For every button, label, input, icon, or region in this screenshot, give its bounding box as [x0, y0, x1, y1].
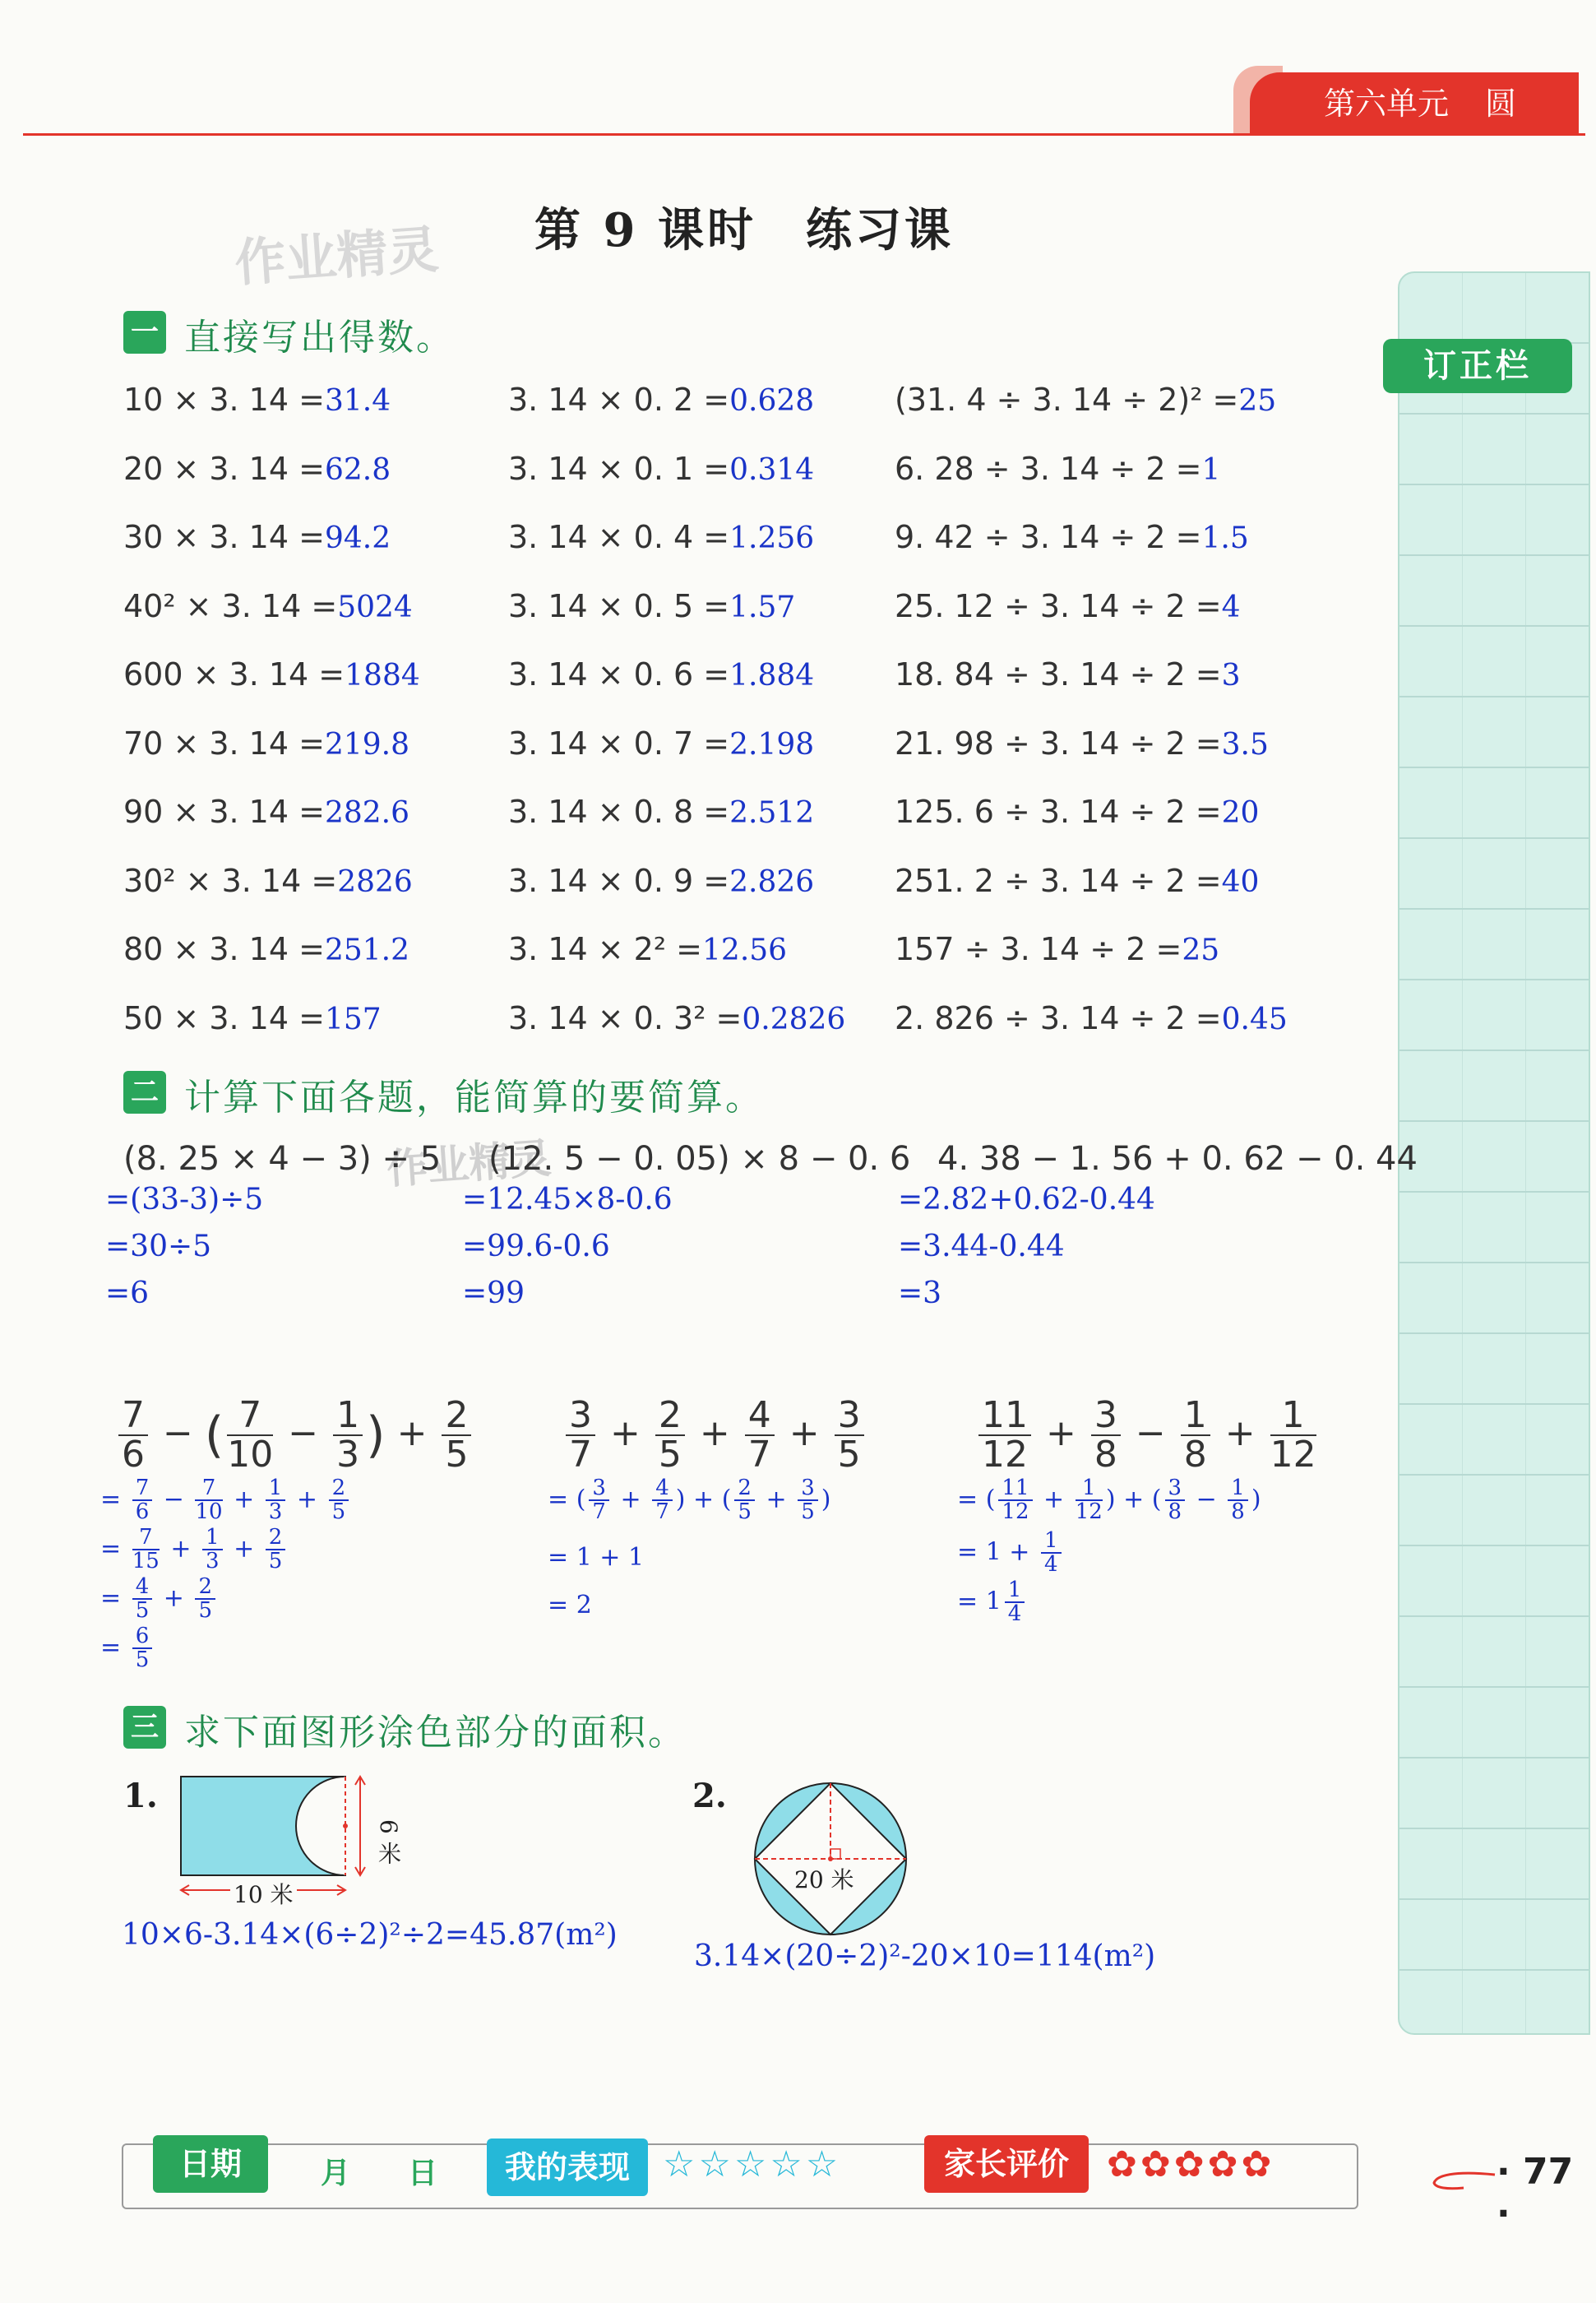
exercise-question: 3. 14 × 0. 2 =	[508, 382, 730, 418]
exercise-1-8	[123, 863, 413, 899]
exercise-answer: 282.6	[324, 796, 410, 830]
calc-step: =3	[898, 1277, 942, 1310]
exercise-answer: 157	[324, 1002, 382, 1036]
performance-label: 我的表现	[487, 2138, 648, 2196]
exercise-question: 9. 42 ÷ 3. 14 ÷ 2 =	[895, 519, 1202, 555]
exercise-3-5	[895, 656, 1241, 693]
problem2-label: 2.	[692, 1777, 727, 1815]
calc-step: =3.44-0.44	[898, 1230, 1065, 1263]
correction-label: 订正栏	[1383, 339, 1572, 393]
exercise-answer: 0.2826	[742, 1002, 846, 1036]
exercise-question: 18. 84 ÷ 3. 14 ÷ 2 =	[895, 656, 1222, 693]
exercise-2-3	[508, 519, 814, 555]
section2-number: 二	[123, 1071, 166, 1114]
exercise-question: 90 × 3. 14 =	[123, 794, 325, 830]
exercise-2-5	[508, 656, 814, 693]
exercise-question: 600 × 3. 14 =	[123, 656, 345, 693]
exercise-2-4	[508, 588, 795, 624]
exercise-answer: 62.8	[324, 452, 391, 487]
exercise-question: 3. 14 × 2² =	[508, 931, 703, 967]
calc-problem-1: (8. 25 × 4 − 3) ÷ 5	[123, 1140, 442, 1178]
exercise-answer: 12.56	[702, 934, 788, 967]
header-rule	[23, 133, 1585, 136]
unit-header-tab	[1250, 72, 1579, 135]
fraction-c-step3: = 1 $\frac{1}{4}$	[957, 1579, 1028, 1626]
exercise-answer: 5024	[337, 590, 413, 624]
problem2-answer: 3.14×(20÷2)²-20×10=114(m²)	[694, 1939, 1156, 1973]
exercise-2-1	[508, 382, 814, 418]
exercise-question: 70 × 3. 14 =	[123, 725, 325, 762]
problem1-answer: 10×6-3.14×(6÷2)²÷2=45.87(m²)	[122, 1918, 618, 1952]
calc-step: =(33-3)÷5	[105, 1183, 264, 1216]
exercise-question: 21. 98 ÷ 3. 14 ÷ 2 =	[895, 725, 1222, 762]
fraction-a-step1: = $\frac{7}{6}$ − $\frac{7}{10}$ + $\frac{1}{3}$ + $\frac{2}{5}$	[100, 1477, 352, 1524]
section1-title: 直接写出得数。	[184, 317, 455, 359]
exercise-answer: 25	[1238, 384, 1277, 418]
exercise-answer: 0.45	[1221, 1002, 1288, 1036]
exercise-1-5	[123, 656, 420, 693]
exercise-question: 3. 14 × 0. 8 =	[508, 794, 730, 830]
section2-title: 计算下面各题，能简算的要简算。	[184, 1077, 764, 1119]
problem1-label: 1.	[123, 1777, 158, 1815]
exercise-answer: 2.198	[729, 727, 815, 762]
exercise-2-9	[508, 931, 787, 967]
exercise-answer: 1.5	[1201, 521, 1249, 555]
fraction-problem-a: $\frac{7}{6}$ − ( $\frac{7}{10}$ − $\frac{1}{3}$ ) + $\frac{2}{5}$	[115, 1397, 474, 1474]
exercise-question: 3. 14 × 0. 4 =	[508, 519, 730, 555]
exercise-question: 80 × 3. 14 =	[123, 931, 325, 967]
exercise-1-1	[123, 382, 391, 418]
exercise-2-2	[508, 451, 814, 487]
exercise-answer: 0.314	[729, 452, 815, 487]
exercise-answer: 4	[1221, 590, 1241, 624]
width-label: 10 米	[230, 1877, 297, 1910]
calc-step: =30÷5	[105, 1230, 212, 1263]
exercise-answer: 2826	[337, 864, 413, 899]
exercise-3-6	[895, 725, 1269, 762]
exercise-1-3	[123, 519, 391, 555]
exercise-answer: 20	[1221, 796, 1260, 830]
fraction-c-step2: = 1 + $\frac{1}{4}$	[957, 1530, 1065, 1577]
section3-number: 三	[123, 1706, 166, 1749]
calc-step: =12.45×8-0.6	[462, 1183, 673, 1216]
fraction-b-step2: = 1 + 1	[548, 1543, 645, 1572]
exercise-answer: 0.628	[729, 384, 815, 418]
calc-step: =6	[105, 1277, 150, 1310]
exercise-3-8	[895, 863, 1259, 899]
watermark: 作业精灵	[233, 219, 441, 294]
exercise-answer: 25	[1182, 934, 1220, 967]
exercise-question: 25. 12 ÷ 3. 14 ÷ 2 =	[895, 587, 1222, 624]
exercise-question: 3. 14 × 0. 9 =	[508, 862, 730, 899]
exercise-3-1	[895, 382, 1276, 418]
exercise-answer: 2.512	[729, 796, 815, 830]
exercise-answer: 1.57	[729, 590, 796, 624]
exercise-question: 50 × 3. 14 =	[123, 999, 325, 1036]
exercise-3-3	[895, 519, 1249, 555]
exercise-answer: 3	[1221, 659, 1241, 693]
exercise-1-7	[123, 794, 409, 830]
exercise-3-2	[895, 451, 1220, 487]
exercise-question: 2. 826 ÷ 3. 14 ÷ 2 =	[895, 999, 1222, 1036]
exercise-3-9	[895, 931, 1219, 967]
exercise-question: 251. 2 ÷ 3. 14 ÷ 2 =	[895, 862, 1222, 899]
exercise-answer: 1	[1201, 452, 1221, 487]
exercise-question: 40² × 3. 14 =	[123, 587, 338, 624]
exercise-answer: 3.5	[1221, 727, 1269, 762]
exercise-answer: 251.2	[324, 934, 410, 967]
exercise-answer: 31.4	[324, 384, 391, 418]
unit-label: 第六单元	[1324, 86, 1450, 122]
exercise-question: (31. 4 ÷ 3. 14 ÷ 2)² =	[895, 382, 1239, 418]
watermark: 作业精灵	[385, 1134, 553, 1193]
exercise-question: 20 × 3. 14 =	[123, 450, 325, 487]
lesson-title: 第 9 课时 练习课	[534, 203, 954, 257]
parent-eval-label: 家长评价	[924, 2135, 1089, 2193]
exercise-3-4	[895, 588, 1241, 624]
section3-title: 求下面图形涂色部分的面积。	[184, 1712, 687, 1754]
section1-number: 一	[123, 311, 166, 354]
diameter-label: 20 米	[794, 1866, 854, 1893]
exercise-question: 6. 28 ÷ 3. 14 ÷ 2 =	[895, 450, 1202, 487]
exercise-answer: 2.826	[729, 864, 815, 899]
height-label: 6 米	[375, 1819, 402, 1865]
exercise-question: 3. 14 × 0. 6 =	[508, 656, 730, 693]
exercise-answer: 219.8	[324, 727, 410, 762]
exercise-question: 3. 14 × 0. 1 =	[508, 450, 730, 487]
exercise-answer: 40	[1221, 864, 1260, 899]
exercise-question: 3. 14 × 0. 3² =	[508, 999, 742, 1036]
exercise-answer: 1.256	[729, 521, 815, 555]
date-label: 日期	[153, 2135, 268, 2193]
exercise-answer: 1.884	[729, 659, 815, 693]
fraction-a-step3: = $\frac{4}{5}$ + $\frac{2}{5}$	[100, 1576, 219, 1623]
fraction-problem-c: $\frac{11}{12}$ + $\frac{3}{8}$ − $\frac{1}{8}$ + $\frac{1}{12}$	[975, 1397, 1320, 1474]
exercise-2-7	[508, 794, 814, 830]
page-swoosh-icon	[1431, 2168, 1497, 2193]
day-label: 日	[408, 2157, 438, 2190]
page-number: · 77 ·	[1497, 2151, 1574, 2235]
exercise-1-6	[123, 725, 409, 762]
calc-step: =99.6-0.6	[462, 1230, 610, 1263]
exercise-2-10	[508, 1000, 845, 1036]
calc-step: =2.82+0.62-0.44	[898, 1183, 1155, 1216]
exercise-answer: 94.2	[324, 521, 391, 555]
calc-problem-3: 4. 38 − 1. 56 + 0. 62 − 0. 44	[937, 1140, 1418, 1178]
problem2-figure	[740, 1768, 921, 1949]
exercise-answer: 1884	[345, 659, 420, 693]
calc-problem-2: (12. 5 − 0. 05) × 8 − 0. 6	[488, 1140, 911, 1178]
fraction-a-step4: = $\frac{6}{5}$	[100, 1625, 155, 1672]
fraction-c-step1: = ( $\frac{11}{12}$ + $\frac{1}{12}$ ) + ( $\frac{3}{8}$ − $\frac{1}{8}$ )	[957, 1476, 1261, 1525]
month-label: 月	[321, 2157, 351, 2190]
exercise-1-9	[123, 931, 409, 967]
exercise-2-8	[508, 863, 814, 899]
exercise-2-6	[508, 725, 814, 762]
fraction-a-step2: = $\frac{7}{15}$ + $\frac{1}{3}$ + $\frac{2}{5}$	[100, 1527, 289, 1573]
correction-column	[1398, 271, 1590, 2035]
exercise-question: 157 ÷ 3. 14 ÷ 2 =	[895, 931, 1182, 967]
fraction-b-step3: = 2	[548, 1591, 592, 1620]
exercise-question: 30 × 3. 14 =	[123, 519, 325, 555]
fraction-b-step1: = ( $\frac{3}{7}$ + $\frac{4}{7}$ ) + ( $\frac{2}{5}$ + $\frac{3}{5}$ )	[548, 1476, 831, 1525]
topic-label: 圆	[1485, 86, 1517, 122]
exercise-1-10	[123, 1000, 382, 1036]
exercise-3-7	[895, 794, 1259, 830]
parent-flowers[interactable]: ✿✿✿✿✿	[1107, 2143, 1275, 2185]
exercise-1-4	[123, 588, 413, 624]
exercise-question: 30² × 3. 14 =	[123, 862, 338, 899]
performance-stars[interactable]: ☆☆☆☆☆	[663, 2143, 842, 2185]
exercise-question: 125. 6 ÷ 3. 14 ÷ 2 =	[895, 794, 1222, 830]
exercise-question: 10 × 3. 14 =	[123, 382, 325, 418]
exercise-question: 3. 14 × 0. 7 =	[508, 725, 730, 762]
exercise-1-2	[123, 451, 391, 487]
calc-step: =99	[462, 1277, 525, 1310]
exercise-3-10	[895, 1000, 1288, 1036]
fraction-problem-b: $\frac{3}{7}$ + $\frac{2}{5}$ + $\frac{4}{7}$ + $\frac{3}{5}$	[562, 1397, 867, 1474]
exercise-question: 3. 14 × 0. 5 =	[508, 587, 730, 624]
